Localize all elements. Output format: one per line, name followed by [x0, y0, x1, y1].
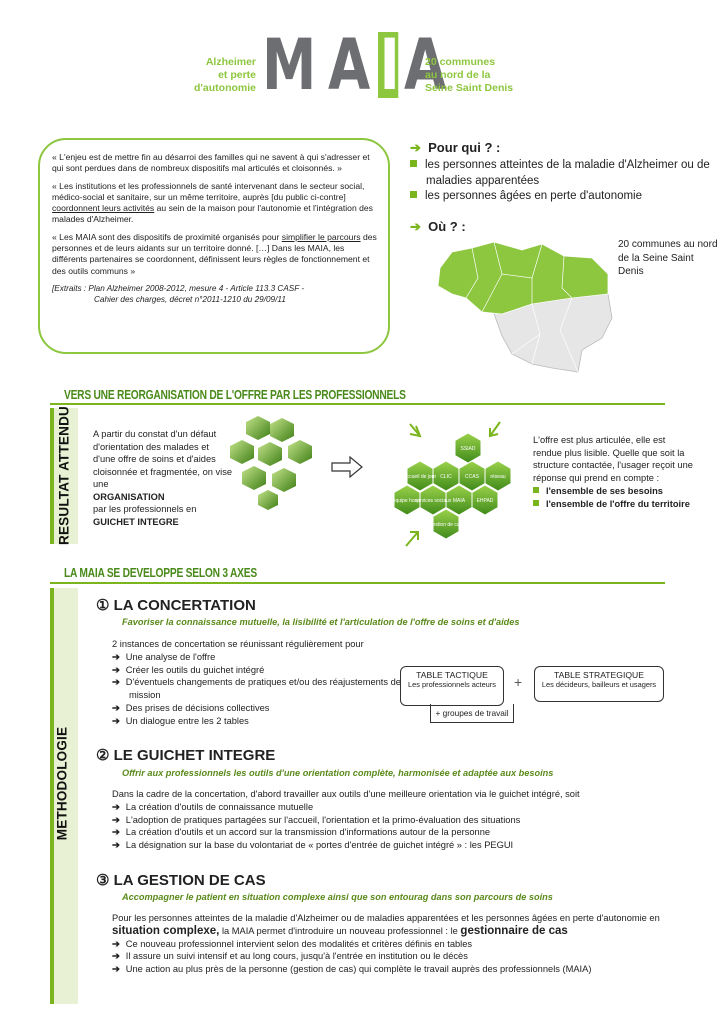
quote-underlined: coordonnent leurs activités [52, 203, 155, 214]
hex-label: équipe hosp. [392, 498, 422, 504]
axis-heading [96, 596, 256, 614]
integrated-offer-graphic [380, 420, 528, 554]
ou-title: Où ? : [428, 218, 466, 234]
axis-subtitle: Offrir aux professionnels les outils d'une orientation complète, harmonisée et adaptée aux besoins [122, 768, 554, 778]
body-text: Dans la cadre de la concertation, d'abord travailler aux outils d'une meilleure orientation via le guichet intégré, soit [112, 789, 580, 799]
quote-box [38, 138, 390, 354]
list-item [533, 498, 693, 511]
hex-label: services sociaux [414, 498, 452, 504]
arrow-right-icon: ➔ [112, 840, 120, 851]
tagline-line: Alzheimer [205, 56, 256, 68]
quote-underlined: simplifier le parcours [281, 231, 361, 242]
list-item-text: La désignation sur la base du volontariat de « portes d'entrée de guichet intégré » : les PEGUI [125, 840, 514, 851]
section-divider [50, 403, 665, 405]
working-groups-box: + groupes de travail [430, 704, 514, 723]
list-item-text: L'adoption de pratiques partagées sur l'accueil, l'orientation et la primo-évaluation des situations [125, 814, 521, 825]
quote-paragraph-2 [52, 181, 378, 226]
fragmented-offer-graphic [228, 412, 324, 512]
tagline-line: Seine Saint Denis [425, 82, 514, 94]
arrow-right-icon: ➔ [112, 951, 120, 962]
axis-subtitle: Favoriser la connaissance mutuelle, la lisibilité et l'articulation de l'offre de soins et d'aides [122, 617, 520, 627]
square-bullet-icon [533, 500, 539, 506]
number-icon: ① [96, 597, 110, 614]
arrow-right-icon: ➔ [112, 715, 120, 726]
list-item-text: l'ensemble de ses besoins [546, 486, 663, 496]
quote-text: « Les MAIA sont des dispositifs de proximité organisés pour [52, 231, 282, 242]
logo-letter-highlight: I [379, 24, 397, 106]
hex-label: SSIAD [460, 446, 476, 452]
territory-map [432, 238, 616, 378]
body-text-part: Pour les personnes atteintes de la maladie d'Alzheimer ou de maladies apparentées et les personnes âgées en perte d'autonomie en [112, 913, 660, 923]
list-item-text: Une analyse de l'offre [125, 651, 216, 662]
pour-qui-title: Pour qui ? : [428, 140, 501, 155]
list-item [112, 676, 402, 702]
header-right-tagline [425, 56, 515, 95]
arrow-right-icon: ➔ [112, 938, 120, 949]
list-item-text: La création d'outils de connaissance mutuelle [125, 801, 314, 812]
box-subtitle: Les décideurs, bailleurs et usagers [541, 680, 657, 689]
list-item [112, 651, 402, 664]
quote-text: « Les institutions et les professionnels de santé intervenant dans le secteur social, médico-social et sanitaire, sur un même territoire, auprès [du public ci-contre] [52, 180, 365, 202]
arrow-right-icon: ➔ [112, 677, 120, 688]
hex-label: gestion de cas [429, 522, 463, 528]
axis-title: LA CONCERTATION [113, 597, 256, 614]
list-item [112, 664, 402, 677]
arrow-right-icon: ➔ [112, 664, 120, 675]
arrow-right-icon: ➔ [112, 814, 120, 825]
body-text: par les professionnels en [93, 504, 197, 514]
emphasis-text: situation complexe, [112, 924, 220, 937]
tagline-line: au nord de la [425, 69, 491, 81]
list-item [112, 950, 672, 963]
box-title: TABLE TACTIQUE [416, 670, 488, 680]
plus-sign: + [514, 674, 523, 690]
list-item-text: La création d'outils et un accord sur la transmission d'informations autour de la personne [125, 827, 491, 838]
arrow-right-icon: ➔ [112, 827, 120, 838]
list-item-text: les personnes atteintes de la maladie d'Alzheimer ou de maladies apparentées [425, 159, 710, 187]
arrow-right-icon: ➔ [410, 218, 421, 234]
section-title: VERS UNE REORGANISATION DE L'OFFRE PAR LES PROFESSIONNELS [64, 388, 406, 402]
tagline-line: d'autonomie [194, 82, 256, 94]
list-item [112, 839, 672, 852]
body-text: L'offre est plus articulée, elle est rendue plus lisible. Quelle que soit la structure contactée, l'usager reçoit une réponse qui prend en compte : [533, 435, 693, 483]
table-tactique-box [400, 666, 504, 706]
arrow-right-icon: ➔ [112, 651, 120, 662]
quote-source [52, 283, 378, 306]
list-item [410, 158, 710, 189]
list-item-text: Ce nouveau professionnel intervient selon des modalités et critères définis en tables [125, 938, 473, 949]
logo-letter: M [262, 24, 314, 106]
bold-text: ORGANISATION [93, 491, 165, 502]
section1-right-text [533, 434, 693, 510]
axis-subtitle: Accompagner le patient en situation complexe ainsi que son entourag dans son parcours de soins [122, 892, 553, 902]
square-bullet-icon [410, 191, 417, 198]
quote-text: au sein de la maison pour l'autonomie et l'intégration des malades d'Alzheimer. [52, 203, 373, 225]
list-item-text: Un dialogue entre les 2 tables [125, 715, 249, 726]
list-item [533, 485, 693, 498]
list-item-text: D'éventuels changements de pratiques et/ou des réajustements de mission [125, 677, 401, 701]
list-item [112, 814, 672, 827]
quote-paragraph-3 [52, 232, 378, 277]
axis2-list [112, 788, 672, 852]
emphasis-text: gestionnaire de cas [460, 924, 568, 937]
pour-qui-heading [410, 140, 710, 156]
logo-letter: A [327, 24, 367, 106]
section-title: LA MAIA SE DEVELOPPE SELON 3 AXES [64, 566, 257, 580]
logo-letter: A [403, 24, 444, 106]
hex-label: EHPAD [476, 498, 494, 504]
section-divider [50, 582, 665, 584]
list-item [112, 702, 402, 715]
box-subtitle: Les professionnels acteurs [408, 680, 496, 689]
box-title: TABLE STRATEGIQUE [554, 670, 644, 680]
number-icon: ② [96, 747, 110, 764]
list-item [112, 938, 672, 951]
hex-label: réseau [490, 474, 506, 480]
body-text-part: la MAIA permet d'introduire un nouveau professionnel : le [219, 925, 461, 936]
source-line: [Extraits : Plan Alzheimer 2008-2012, mesure 4 - Article 113.3 CASF - [52, 283, 305, 293]
axis-heading [96, 871, 266, 889]
ou-heading [410, 219, 710, 235]
square-bullet-icon [410, 160, 417, 167]
header-left-tagline [190, 56, 256, 95]
bold-text: GUICHET INTEGRE [93, 516, 179, 527]
list-item-text: l'ensemble de l'offre du territoire [546, 498, 690, 509]
list-item-text: Créer les outils du guichet intégré [125, 664, 265, 675]
list-item [112, 801, 672, 814]
axis3-list [112, 912, 672, 976]
arrow-icon [490, 422, 500, 436]
axis-title: LA GESTION DE CAS [113, 872, 266, 889]
source-line: Cahier des charges, décret n°2011-1210 du 29/09/11 [94, 295, 286, 305]
arrow-right-icon: ➔ [410, 140, 421, 155]
list-item [112, 715, 402, 728]
arrow-icon [410, 424, 420, 436]
axis1-list [112, 638, 402, 728]
hex-label: accueil de jour [403, 474, 437, 480]
arrow-right-icon: ➔ [112, 964, 120, 975]
list-item [112, 826, 672, 839]
side-label: METHODOLOGIE [54, 726, 70, 841]
list-item [410, 189, 710, 205]
square-bullet-icon [533, 487, 539, 493]
table-strategique-box [534, 666, 664, 702]
arrow-right-icon: ➔ [112, 801, 120, 812]
section1-left-text [93, 428, 233, 528]
arrow-right-icon [330, 455, 364, 479]
pour-qui-block [410, 140, 710, 235]
tagline-line: 20 communes [425, 56, 496, 68]
axis-title: LE GUICHET INTEGRE [113, 747, 276, 764]
hex-label: MAIA [452, 498, 466, 504]
list-item-text: les personnes âgées en perte d'autonomie [425, 190, 643, 202]
body-text: 2 instances de concertation se réunissant régulièrement pour [112, 639, 364, 649]
quote-paragraph-1: « L'enjeu est de mettre fin au désarroi des familles qui ne savent à qui s'adresser et qui sont perdues dans de nombreux dispositifs mal articulés et cloisonnés. » [52, 152, 370, 174]
hex-label: CCAS [465, 474, 479, 480]
number-icon: ③ [96, 872, 110, 889]
hex-label: CLIC [440, 474, 452, 480]
arrow-right-icon: ➔ [112, 702, 120, 713]
body-text: A partir du constat d'un défaut d'orientation des malades et d'une offre de soins et d'aides cloisonnée et fragmentée, on vise une [93, 429, 233, 489]
list-item-text: Il assure un suivi intensif et au long cours, jusqu'à l'entrée en institution ou le décès [125, 951, 468, 962]
body-text [112, 912, 672, 938]
tagline-line: et perte [218, 69, 256, 81]
map-caption: 20 communes au nord de la Seine Saint Denis [618, 239, 718, 277]
list-item [112, 963, 672, 976]
quote-text: des personnes et de leurs aidants sur un territoire donné. […] Dans les MAIA, les différents partenaires se coordonnent, définissent leurs règles de fonctionnement et des outils communs » [52, 231, 377, 276]
list-item-text: Une action au plus près de la personne (gestion de cas) qui complète le travail auprès des professionnels (MAIA) [125, 964, 592, 975]
axis-heading [96, 746, 275, 764]
side-label: RESULTAT ATTENDU [56, 406, 72, 545]
arrow-icon [406, 532, 418, 546]
list-item-text: Des prises de décisions collectives [125, 702, 270, 713]
